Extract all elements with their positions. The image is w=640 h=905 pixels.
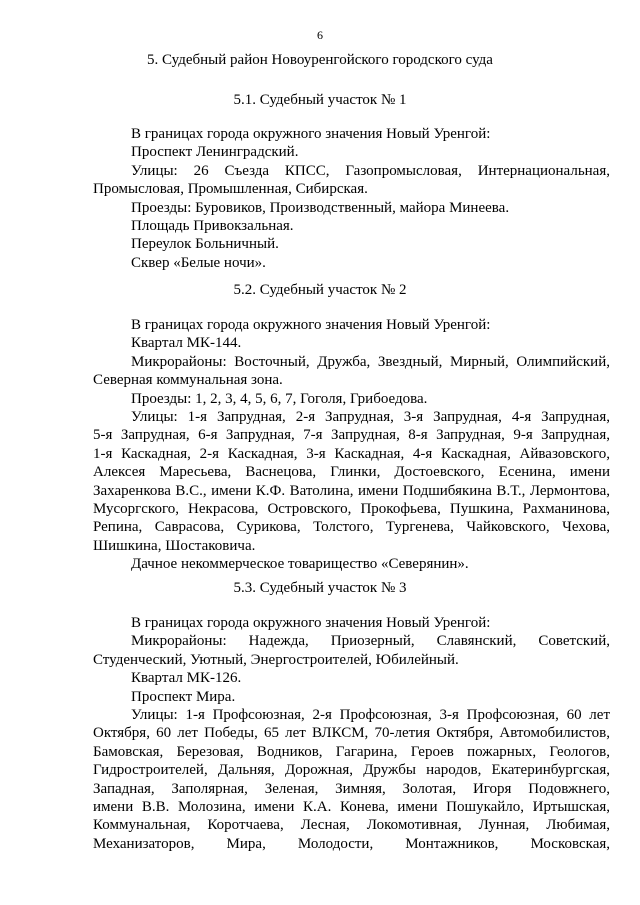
paragraph-line: В границах города окружного значения Новый Уренгой: [131, 317, 491, 333]
section-title: 5. Судебный район Новоуренгойского городского суда [147, 52, 493, 68]
paragraph-line: Квартал МК-144. [131, 335, 242, 352]
paragraph-line: Площадь Привокзальная. [131, 217, 294, 234]
paragraph-line: Микрорайоны: Восточный, Дружба, Звездный, Мирный, Олимпийский, [131, 353, 610, 370]
page-number: 6 [317, 28, 323, 42]
paragraph-line: Проезды: 1, 2, 3, 4, 5, 6, 7, Гоголя, Грибоедова. [131, 390, 428, 407]
paragraph-line: Коммунальная, Коротчаева, Лесная, Локомотивная, Лунная, Любимая, [93, 817, 610, 834]
paragraph-line: имени В.В. Молозина, имени К.А. Конева, имени Пошукайло, Иртышская, [93, 798, 610, 815]
paragraph-line: Промысловая, Промышленная, Сибирская. [93, 181, 368, 198]
paragraph-line: 5-я Запрудная, 6-я Запрудная, 7-я Запрудная, 8-я Запрудная, 9-я Запрудная, [93, 427, 610, 444]
paragraph-line: Гидростроителей, Дальняя, Дорожная, Дружбы народов, Екатеринбургская, [93, 762, 610, 779]
paragraph-line: Улицы: 1-я Профсоюзная, 2-я Профсоюзная, 3-я Профсоюзная, 60 лет [131, 706, 610, 723]
paragraph-line: В границах города окружного значения Новый Уренгой: [131, 126, 491, 142]
subsection-heading-3: 5.3. Судебный участок № 3 [233, 580, 407, 596]
paragraph-line: Репина, Саврасова, Сурикова, Толстого, Тургенева, Чайковского, Чехова, [93, 519, 610, 536]
paragraph-line: Дачное некоммерческое товарищество «Северянин». [131, 556, 469, 573]
paragraph-line: Микрорайоны: Надежда, Приозерный, Славянский, Советский, [131, 633, 610, 650]
paragraph-line: Проспект Мира. [131, 688, 236, 705]
paragraph-line: Механизаторов, Мира, Молодости, Монтажников, Московская, [93, 835, 610, 852]
subsection-heading-1: 5.1. Судебный участок № 1 [233, 92, 407, 108]
subsection-body-1 [93, 125, 610, 272]
paragraph-line: Сквер «Белые ночи». [131, 254, 266, 271]
paragraph-line: Переулок Больничный. [131, 236, 279, 253]
paragraph-line: 1-я Каскадная, 2-я Каскадная, 3-я Каскадная, 4-я Каскадная, Айвазовского, [93, 445, 610, 462]
paragraph-line: В границах города окружного значения Новый Уренгой: [131, 615, 491, 631]
paragraph-line: Улицы: 26 Съезда КПСС, Газопромысловая, Интернациональная, [131, 162, 610, 179]
paragraph-line: Шишкина, Шостаковича. [93, 537, 256, 554]
paragraph-line: Захаренкова В.С., имени К.Ф. Ватолина, имени Подшибякина В.Т., Лермонтова, [93, 482, 610, 499]
paragraph-line: Улицы: 1-я Запрудная, 2-я Запрудная, 3-я Запрудная, 4-я Запрудная, [131, 408, 610, 425]
subsection-heading-2: 5.2. Судебный участок № 2 [233, 282, 407, 298]
subsection-body-3 [93, 614, 610, 853]
paragraph-line: Октября, 60 лет Победы, 65 лет ВЛКСМ, 70-летия Октября, Автомобилистов, [93, 725, 610, 742]
paragraph-line: Мусоргского, Некрасова, Островского, Прокофьева, Пушкина, Рахманинова, [93, 500, 610, 517]
paragraph-line: Алексея Маресьева, Васнецова, Глинки, Достоевского, Есенина, имени [93, 464, 610, 481]
paragraph-line: Студенческий, Уютный, Энергостроителей, Юбилейный. [93, 651, 459, 668]
paragraph-line: Западная, Заполярная, Зеленая, Зимняя, Золотая, Игоря Подовжнего, [93, 780, 610, 797]
paragraph-line: Проспект Ленинградский. [131, 144, 299, 161]
paragraph-line: Квартал МК-126. [131, 670, 242, 687]
paragraph-line: Бамовская, Березовая, Водников, Гагарина, Героев пожарных, Геологов, [93, 743, 610, 760]
paragraph-line: Проезды: Буровиков, Производственный, майора Минеева. [131, 199, 510, 216]
subsection-body-2 [93, 316, 610, 573]
paragraph-line: Северная коммунальная зона. [93, 372, 283, 389]
